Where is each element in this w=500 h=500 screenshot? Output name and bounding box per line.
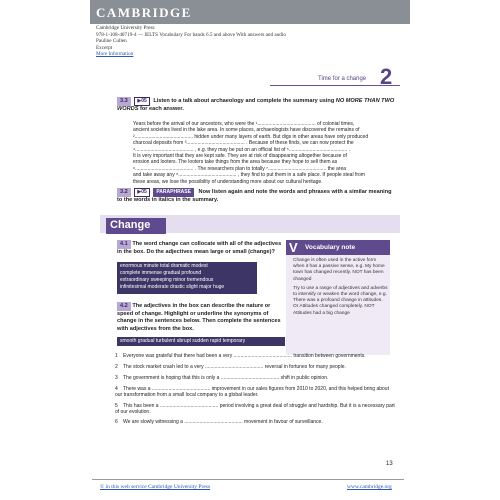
sentence-text: There was a .......................................... improvement in our sales figures from 2010 to 2020, and this helped bring about our transformation from a small local company to a global leader. (115, 386, 389, 399)
section-title: Change (106, 218, 166, 234)
sentence-text: The government is hoping that this is only a .......................................... shift in public opinion. (123, 375, 329, 381)
sentence-number: 4 (115, 386, 118, 392)
sentence-item (115, 375, 395, 381)
task-number: 3.3 (117, 97, 131, 106)
task-4-2-instruction (117, 302, 282, 333)
task-3-3-instruction (117, 97, 397, 113)
audio-track-icon[interactable]: ▶05 (134, 97, 149, 106)
sentence-text: This has been a .......................................... period involving a great deal of struggle and hardship. But it is a necessary part of our evolution. (115, 403, 395, 416)
track-number: 05 (141, 189, 147, 195)
summary-line: Years before the arrival of our ancestors, who were the ¹.......................................... of colonial times, (133, 121, 355, 127)
vocabulary-v-icon: V (289, 240, 298, 255)
instruction-text: The word change can collocate with all of the adjectives in the box. Do the adjectives mean large or small (change)? (117, 241, 282, 256)
book-meta (96, 25, 286, 58)
sentence-item (115, 419, 395, 425)
excerpt-label: Excerpt (96, 44, 113, 51)
instruction-emphasis: NO MORE THAN TWO WORDS (117, 98, 395, 113)
footer-divider (92, 479, 404, 480)
summary-line: and take away any ⁸.......................................... , they find to put them in a safe place. If people steal from (133, 172, 365, 179)
summary-line: charcoal deposits from ³.......................................... . Because of these finds, we can now protect the (133, 140, 354, 147)
sentence-number: 3 (115, 375, 118, 381)
vocabulary-note-text (293, 258, 388, 317)
word-row: complete immense gradual profound (120, 270, 202, 276)
sentence-text: Everyone was grateful that there had been a very .......................................... transition between governments. (123, 353, 366, 359)
instruction-text: Now listen again and note the words and phrases with a similar meaning to the words in italics in the summary. (117, 189, 392, 204)
sentence-number: 1 (115, 353, 118, 359)
summary-line: erosion and looters. The looters take things from the area because they hope to sell them as (133, 159, 338, 166)
author-name: Pauline Cullen (96, 38, 127, 45)
sentence-number: 6 (115, 419, 118, 425)
summary-line: ⁶.......................................... . The researchers plan to totally ⁷.......................................... the area (133, 165, 347, 172)
publisher-name: Cambridge University Press (96, 25, 155, 31)
task-4-1-instruction (117, 240, 282, 256)
task-3-2-instruction (117, 188, 397, 204)
sentence-item (115, 403, 395, 415)
word-row: extraordinary sweeping minor tremendous (120, 277, 214, 283)
instruction-text: The adjectives in the box can describe the nature or speed of change. Highlight or underline the synonyms of change in the sentences below. Then complete the sentences with adjectives from the box. (117, 303, 281, 332)
publisher-banner (90, 0, 410, 24)
page-number: 13 (386, 461, 393, 467)
sentence-item (115, 353, 395, 359)
instruction-text-end: for each answer. (138, 106, 184, 113)
audio-track-icon[interactable]: ▶05 (134, 188, 149, 197)
chapter-number: 2 (380, 64, 393, 89)
isbn-line: 978-1-108-40719-4 — IELTS Vocabulary For bands 6.5 and above With answers and audio (96, 31, 286, 38)
word-row: infinitesimal moderate drastic slight major huge (120, 284, 225, 290)
word-row: enormous minute total dramatic modest (120, 263, 208, 269)
more-information-link[interactable]: More Information (96, 51, 134, 58)
instruction-text: Listen to a talk about archaeology and complete the summary using (153, 98, 336, 104)
summary-line: ⁴.......................................... , e.g. they may be put on an official list of ⁵.......................................... . (133, 146, 350, 153)
adjective-box (117, 262, 257, 294)
task-number: 3.2 (117, 188, 131, 197)
task-number: 4.2 (117, 302, 131, 311)
summary-line: It is very important that they are kept safe. They are at risk of disappearing altogether because of (133, 153, 347, 160)
chapter-title: Time for a change (318, 76, 367, 82)
sentence-number: 5 (115, 403, 118, 409)
cambridge-logo: CAMBRIDGE (96, 5, 192, 20)
task-number: 4.1 (117, 240, 131, 249)
sentence-number: 2 (115, 364, 118, 370)
summary-line: these areas, we lose the possibility of understanding more about our cultural heritage. (133, 178, 323, 185)
sentence-text: The stock market crash led to a very .......................................... reversal in fortunes for many people. (123, 364, 346, 370)
sentence-text: We are slowly witnessing a .......................................... movement in favour of surveillance. (123, 419, 323, 425)
summary-text (133, 121, 395, 185)
summary-line: ancient societies lived in the lake area. In some places, archaeologists have discovered the remains of (133, 127, 360, 134)
note-paragraph: Change is often used in the active form when it has a passive sense, e.g. My home town has changed recently. NOT has been changed (293, 258, 385, 282)
track-number: 05 (141, 98, 147, 104)
vocabulary-note-title: Vocabulary note (305, 244, 356, 251)
paraphrase-tag: PARAPHRASE (153, 188, 194, 197)
website-link[interactable]: www.cambridge.org (347, 484, 392, 490)
sentence-item (115, 386, 395, 398)
note-paragraph: Try to use a range of adjectives and adverbs to intensify or weaken the word change, e.g. There was a profound change in attitudes. Or Attitudes changed completely. NOT Attitudes had a big change (293, 285, 388, 316)
adjective-box: smooth gradual turbulent abrupt sudden rapid temporary (117, 337, 285, 346)
copyright-link[interactable]: © in this web service Cambridge University Press (100, 484, 211, 490)
summary-line: ².......................................... hidden under many layers of earth. But digs in other areas have only produced (133, 133, 369, 140)
sentence-item (115, 364, 395, 370)
